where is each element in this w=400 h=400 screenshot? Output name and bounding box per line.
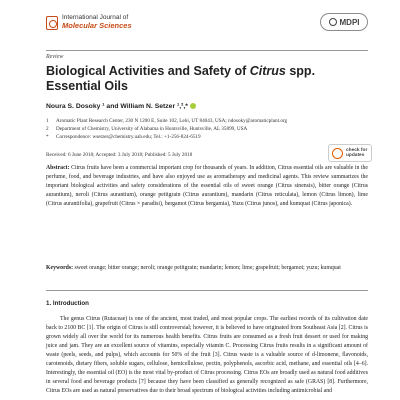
journal-line2: Molecular Sciences — [62, 21, 132, 30]
introduction-text: The genus Citrus (Rutaceae) is one of the ancient, most traded, and most popular crops. The earliest records of its cultivation date back to 2100 BC [1]. The origin of Citrus is still controversial; however, it is believed to have originated from Southeast Asia [2]. Citrus is grown widely all over the world for its numerous health benefits. Citrus fruits are consumed as a fresh fruit dessert or used for making juice and jam. They are an excellent source of vitamins, especially vitamin C. Processing Citrus fruits results in a significant amount of waste (peels, seeds, and pulps), which accounts for 50% of the fruit [3]. Citrus waste is a valuable source of d-limonene, flavonoids, carotenoids, dietary fibers, soluble sugars, cellulose, hemicellulose, pectin, polyphenols, ascorbic acid, methane, and essential oils [4–6]. Interestingly, the essential oil (EO) is the most vital by-product of Citrus processing. Citrus EOs are broadly used as natural food additives in several food and beverage products [7] because they have been classified as generally recognized as safe (GRAS) [8]. Furthermore, Citrus EOs are used as natural preservatives due to their broad spectrum of biological activities including antimicrobial and — [46, 316, 368, 394]
section-heading: 1. Introduction — [46, 300, 89, 307]
affiliation-item: 2 Department of Chemistry, University of Alabama in Huntsville, Huntsville, AL 35899, USA — [46, 126, 248, 132]
update-icon — [332, 148, 343, 159]
authors — [46, 103, 196, 110]
publication-dates: Received: 6 June 2018; Accepted: 3 July 2018; Published: 5 July 2018 — [46, 152, 193, 158]
article-title — [46, 64, 366, 94]
journal-logo — [46, 16, 58, 30]
abstract — [46, 164, 368, 209]
orcid-icon[interactable] — [190, 103, 196, 109]
title-italic: Citrus — [249, 64, 286, 78]
section-divider — [46, 290, 368, 291]
abstract-label: Abstract: — [46, 165, 70, 171]
keywords-text: sweet orange; bitter orange; neroli; orange petitgrain; mandarin; lemon; lime; grapefruit; bergamot; yuzu; kumquat — [74, 265, 341, 271]
keywords-label: Keywords: — [46, 265, 74, 271]
check-for-updates-button[interactable]: check for updates — [328, 144, 372, 162]
keywords — [46, 264, 368, 273]
journal-name[interactable] — [62, 14, 132, 30]
author-names[interactable]: Noura S. Dosoky ¹ and William N. Setzer ¹,²,* — [46, 103, 188, 110]
journal-line1: International Journal of — [62, 14, 129, 21]
title-post: spp. Essential Oils — [46, 64, 316, 93]
affiliation-item: 1 Aromatic Plant Research Center, 230 N 1200 E, Suite 102, Lehi, UT 84043, USA; ndosoky@aromaticplant.org — [46, 118, 288, 124]
header-divider — [46, 50, 368, 51]
publisher-logo[interactable]: MDPI — [320, 13, 368, 31]
title-pre: Biological Activities and Safety of — [46, 64, 250, 78]
abstract-text: Citrus fruits have been a commercial important crop for thousands of years. In addition, Citrus essential oils are valuable in the perfume, food, and beverage industries, and have also enjoyed use as aromatherapy and medicinal agents. This review summarizes the important biological activities and safety considerations of the essential oils of sweet orange (Citrus sinensis), bitter orange (Citrus aurantium), neroli (Citrus aurantium), orange petitgrain (Citrus aurantium), mandarin (Citrus reticulata), lemon (Citrus limon), lime (Citrus aurantifolia), grapefruit (Citrus × paradisi), bergamot (Citrus bergamia), Yuzu (Citrus junos), and kumquat (Citrus japonica). — [46, 165, 368, 207]
affiliations — [46, 117, 366, 141]
correspondence: * Correspondence: wsetzer@chemistry.uah.edu; Tel.: +1-256-824-6519 — [46, 134, 201, 140]
article-type: Review — [46, 54, 64, 60]
